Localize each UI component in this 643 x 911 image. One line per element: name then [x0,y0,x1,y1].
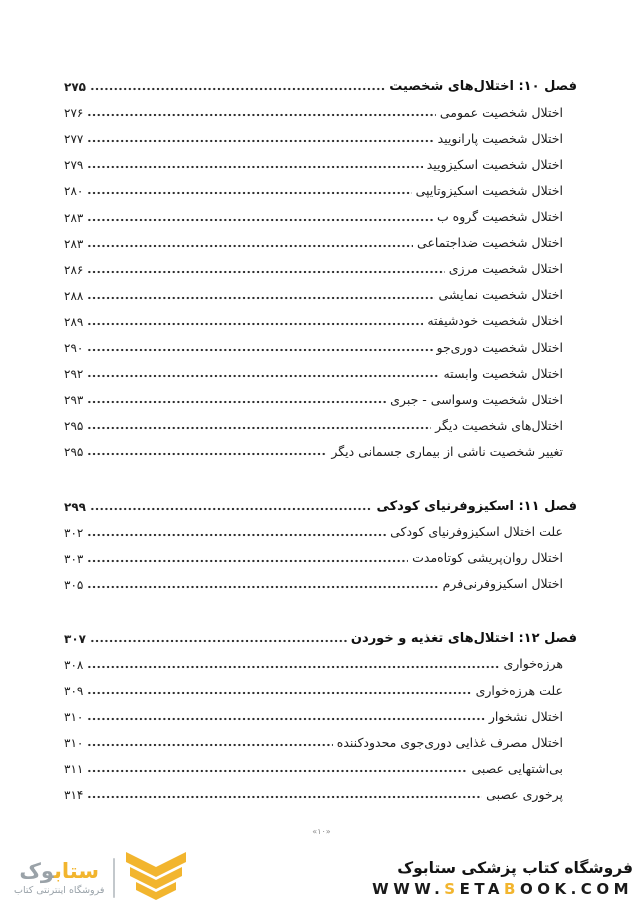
toc-entry-page-number: ۲۹۰ [64,341,84,356]
toc-entry-row [64,280,577,306]
toc-entry-label: اختلال شخصیت ضداجتماعی [417,235,563,251]
dotted-leader [87,320,423,326]
website-url-segment: WWW. [372,879,445,898]
dotted-leader [87,189,411,195]
toc-entry-row [64,543,577,569]
toc-entry-row [64,306,577,332]
dotted-leader [87,450,327,456]
toc-entry-page-number: ۳۱۴ [64,788,84,803]
toc-entry-page-number: ۳۱۰ [64,710,84,725]
dotted-leader [87,715,485,721]
toc-entry-label: اختلال روان‌پریشی کوتاه‌مدت [412,550,563,566]
toc-entry-page-number: ۳۰۹ [64,684,84,699]
toc-entry-page-number: ۲۹۹ [64,499,86,514]
footer [0,851,643,911]
dotted-leader [90,505,372,511]
toc-chapter-row [64,490,577,516]
toc-entry-label: علت هرزه‌خواری [475,682,563,698]
toc-entry-row [64,410,577,436]
website-url [372,880,633,898]
dotted-leader [87,163,422,169]
dotted-leader [87,689,471,695]
toc-entry-label: هرزه‌خواری [503,656,563,672]
dotted-leader [87,741,332,747]
toc-entry-row [64,358,577,384]
dotted-leader [87,663,499,669]
toc-entry-label: فصل ۱۰: اختلال‌های شخصیت [389,79,577,95]
dotted-leader [87,767,467,773]
toc-chapter-row [64,71,577,97]
dotted-leader [87,557,408,563]
toc-entry-label: اختلال شخصیت عمومی [439,104,563,120]
toc-entry-page-number: ۲۸۳ [64,236,84,251]
website-url-segment: S [444,879,460,898]
logo-wordmark [14,860,104,882]
toc-entry-page-number: ۳۱۱ [64,762,84,777]
toc-entry-page-number: ۳۰۷ [64,631,86,646]
toc-entry-row [64,175,577,201]
toc-entry-row [64,675,577,701]
website-url-segment: B [504,879,520,898]
dotted-leader [87,111,436,117]
toc-entry-row [64,701,577,727]
toc-entry-page-number: ۲۷۹ [64,158,84,173]
toc-entry-label: اختلال شخصیت اسکیزویید [426,156,563,172]
dotted-leader [87,346,432,352]
setabook-logo [14,852,188,904]
website-url-segment: OOK.COM [519,879,633,898]
toc-entry-row [64,753,577,779]
toc-entry-label: اختلال‌های شخصیت دیگر [435,417,563,433]
toc-entry-page-number: ۲۹۵ [64,445,84,460]
logo-wordmark-gold: ستاب [54,859,100,884]
toc-entry-label: بی‌اشتهایی عصبی [471,760,563,776]
toc-entry-row [64,97,577,123]
dotted-leader [87,398,386,404]
toc-entry-page-number: ۲۹۲ [64,367,84,382]
dotted-leader [87,583,438,589]
toc-entry-label: اختلال مصرف غذایی دوری‌جوی محدودکننده [336,734,563,750]
toc-entry-row [64,569,577,595]
dotted-leader [87,531,386,537]
dotted-leader [87,793,482,799]
dotted-leader [87,294,434,300]
toc-entry-label: اختلال شخصیت وسواسی - جبری [390,391,563,407]
toc-entry-label: اختلال شخصیت مرزی [448,261,563,277]
logo-wordmark-block [14,860,104,895]
chevron-logo-icon [124,852,188,904]
toc-entry-page-number: ۲۷۷ [64,132,84,147]
toc-entry-page-number: ۲۸۶ [64,262,84,277]
website-url-segment: ETA [459,879,505,898]
toc-entry-row [64,201,577,227]
toc-entry-label: فصل ۱۱: اسکیزوفرنیای کودکی [376,498,577,514]
logo-tagline: فروشگاه اینترنتی کتاب [14,884,105,896]
toc-entry-row [64,149,577,175]
toc-entry-label: اختلال شخصیت اسکیزوتایپی [415,182,563,198]
dotted-leader [87,268,444,274]
dotted-leader [87,424,431,430]
dotted-leader [90,637,347,643]
toc-entry-page-number: ۳۰۲ [64,525,84,540]
toc-entry-page-number: ۲۸۳ [64,210,84,225]
toc-entry-page-number: ۲۷۵ [64,80,86,95]
toc-chapter-row [64,623,577,649]
toc-entry-row [64,727,577,753]
toc-entry-row [64,384,577,410]
toc-entry-page-number: ۲۹۳ [64,393,84,408]
dotted-leader [90,85,385,91]
toc-entry-row [64,436,577,462]
dotted-leader [87,372,439,378]
page-number-marker: «۱۰» [312,827,331,836]
toc-entry-page-number: ۳۱۰ [64,736,84,751]
toc-entry-label: اختلال شخصیت گروه ب [436,209,563,225]
toc-entry-row [64,254,577,280]
toc-entry-row [64,649,577,675]
toc-entry-label: اختلال نشخوار [488,708,563,724]
toc-entry-label: اختلال شخصیت دوری‌جو [436,339,563,355]
toc-entry-page-number: ۲۸۹ [64,314,84,329]
toc-entry-label: تغییر شخصیت ناشی از بیماری جسمانی دیگر [331,443,563,459]
toc-entry-row [64,517,577,543]
toc-entry-page-number: ۳۰۵ [64,577,84,592]
toc-entry-page-number: ۳۰۸ [64,657,84,672]
logo-divider [113,858,115,898]
toc-entry-row [64,779,577,805]
toc-entry-label: اختلال اسکیزوفرنی‌فرم [442,576,563,592]
toc-entry-label: اختلال شخصیت پارانویید [437,130,563,146]
store-title: فروشگاه کتاب پزشکی ستابوک [397,858,633,877]
toc-entry-row [64,228,577,254]
dotted-leader [87,137,433,143]
dotted-leader [87,216,433,222]
toc-entry-page-number: ۳۰۳ [64,551,84,566]
footer-store-block [372,859,633,898]
toc-entry-label: اختلال شخصیت وابسته [443,365,563,381]
toc-entry-page-number: ۲۷۶ [64,106,84,121]
toc-entry-page-number: ۲۹۵ [64,419,84,434]
toc-entry-label: اختلال شخصیت نمایشی [438,287,563,303]
toc-entry-label: علت اختلال اسکیزوفرنیای کودکی [390,524,563,540]
toc-entry-row [64,332,577,358]
logo-wordmark-gray: وک [19,859,55,884]
dotted-leader [87,242,413,248]
table-of-contents [64,71,577,805]
toc-entry-page-number: ۲۸۸ [64,288,84,303]
toc-entry-row [64,123,577,149]
toc-entry-label: پرخوری عصبی [486,786,563,802]
toc-entry-label: اختلال شخصیت خودشیفته [427,313,563,329]
toc-entry-page-number: ۲۸۰ [64,184,84,199]
toc-entry-label: فصل ۱۲: اختلال‌های تغذیه و خوردن [350,630,577,646]
